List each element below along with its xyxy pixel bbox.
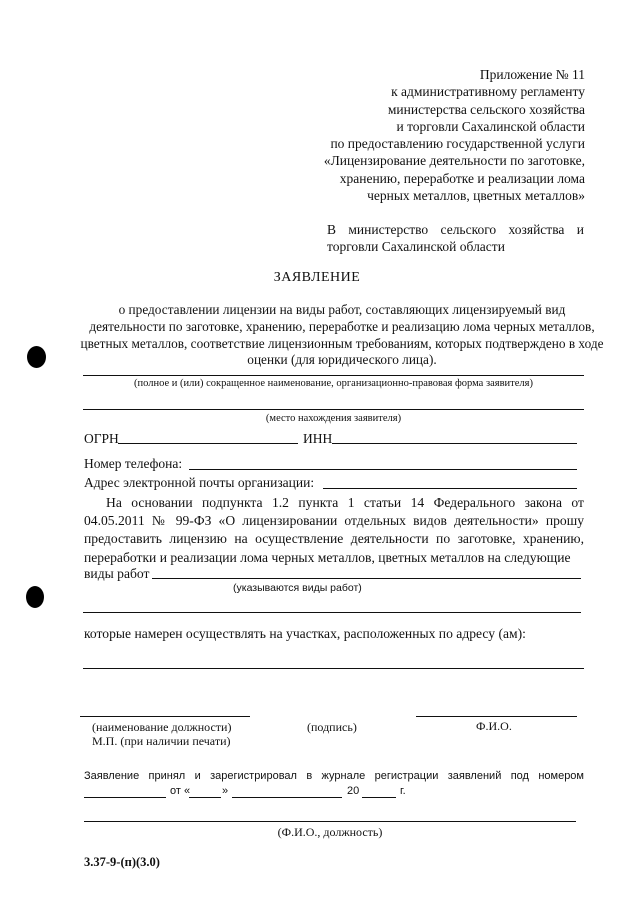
location-caption: (место нахождения заявителя) (265, 413, 402, 424)
position-field[interactable] (80, 716, 250, 717)
applicant-name-caption: (полное и (или) сокращенное наименование, организационно-правовая форма заявителя) (134, 378, 533, 389)
annex-line: черных металлов, цветных металлов» (367, 188, 585, 204)
document-subject: о предоставлении лицензии на виды работ, составляющих лицензируемый вид деятельности по заготовке, хранению, переработке и реализацию лома черных металлов, цветных металлов, соответствие лицензионным требованиям, которых подтверждено в ходе оценки (для юридического лица). (80, 302, 604, 368)
ogrn-field[interactable] (118, 443, 298, 444)
email-label: Адрес электронной почты организации: (84, 475, 315, 490)
registration-number-field[interactable] (84, 797, 166, 798)
document-title: ЗАЯВЛЕНИЕ (273, 270, 361, 285)
annex-header (324, 66, 585, 204)
recipient-line-2: торговли Сахалинской области (327, 239, 505, 254)
works-field-extra[interactable] (83, 612, 581, 613)
location-line[interactable] (83, 409, 584, 410)
registration-quote-close: » (222, 785, 229, 797)
phone-field[interactable] (189, 469, 577, 470)
fio-field[interactable] (416, 716, 577, 717)
signature-caption: (подпись) (307, 720, 357, 734)
annex-line: к административному регламенту (391, 84, 585, 100)
receiver-caption: (Ф.И.О., должность) (277, 825, 383, 839)
inn-label: ИНН (303, 431, 333, 446)
punch-hole-top (27, 346, 46, 368)
annex-line: Приложение № 11 (479, 67, 585, 82)
request-text: На основании подпункта 1.2 пункта 1 статьи 14 Федерального закона от 04.05.2011 № 99-ФЗ «О лицензировании отдельных видов деятельности» прошу предоставить лицензию на осуществление деятельности по заготовке, хранению, переработки и реализации лома черных металлов, цветных металлов на следующие (84, 495, 584, 565)
fio-caption: Ф.И.О. (476, 719, 512, 733)
addresses-field[interactable] (83, 668, 584, 669)
addresses-label: которые намерен осуществлять на участках, расположенных по адресу (ам): (84, 626, 526, 641)
form-code: 3.37-9-(п)(3.0) (84, 855, 160, 869)
annex-line: и торговли Сахалинской области (396, 118, 585, 134)
works-caption: (указываются виды работ) (233, 582, 362, 594)
punch-hole-bottom (26, 586, 44, 608)
works-field[interactable] (152, 578, 581, 579)
registration-year-prefix: 20 (347, 785, 360, 797)
inn-field[interactable] (332, 443, 577, 444)
annex-line: министерства сельского хозяйства (387, 101, 585, 117)
ogrn-label: ОГРН (84, 431, 119, 446)
registration-month-field[interactable] (232, 797, 342, 798)
registration-year-suffix: г. (400, 785, 406, 797)
registration-text: Заявление принял и зарегистрировал в журнале регистрации заявлений под номером (84, 770, 584, 782)
annex-line: хранению, переработке и реализации лома (339, 170, 585, 186)
phone-label: Номер телефона: (84, 456, 183, 471)
email-field[interactable] (323, 488, 577, 489)
position-caption: (наименование должности) (92, 720, 232, 734)
annex-line: по предоставлению государственной услуги (330, 136, 585, 152)
registration-day-field[interactable] (189, 797, 221, 798)
applicant-name-line[interactable] (83, 375, 584, 376)
recipient-line-1: В министерство сельского хозяйства и (327, 222, 584, 237)
receiver-field[interactable] (84, 821, 576, 822)
works-label: виды работ (84, 566, 150, 581)
stamp-caption: М.П. (при наличии печати) (92, 734, 231, 748)
registration-year-field[interactable] (362, 797, 396, 798)
request-paragraph (84, 494, 584, 567)
recipient (327, 221, 584, 255)
annex-line: «Лицензирование деятельности по заготовке, (323, 153, 585, 169)
registration-from-label: от « (170, 785, 191, 797)
